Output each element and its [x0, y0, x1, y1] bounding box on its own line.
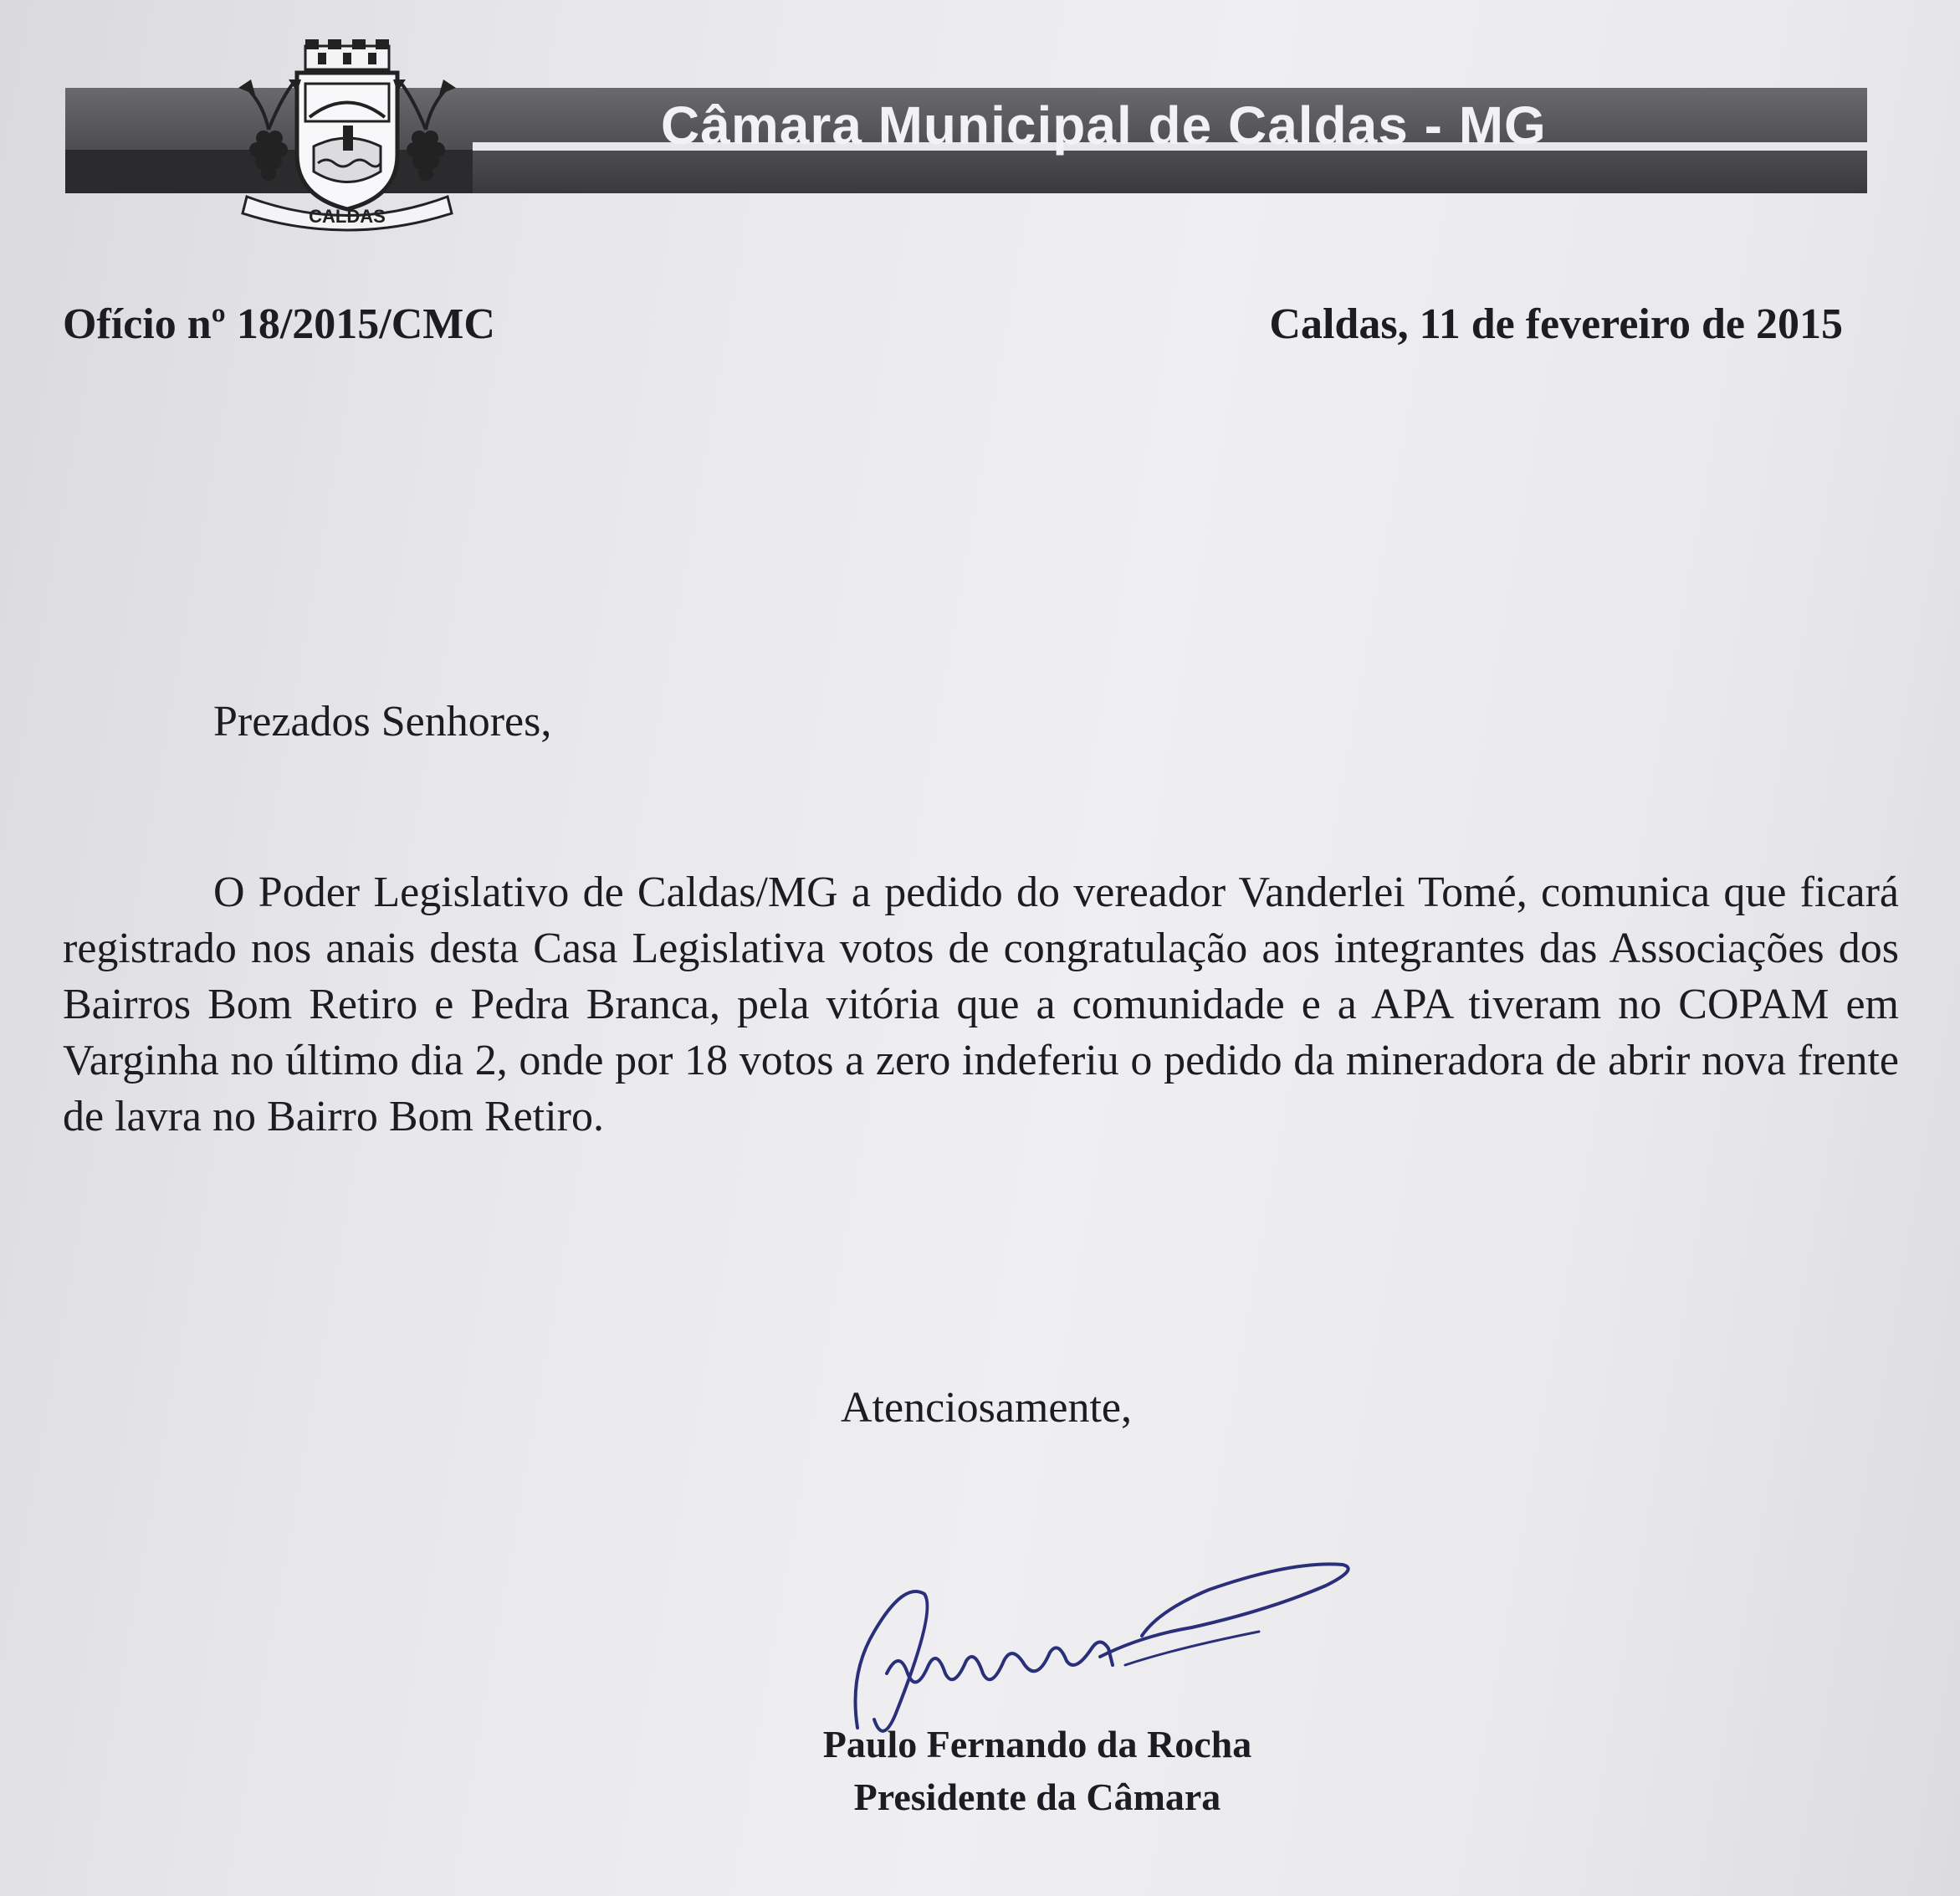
coat-of-arms-icon: [213, 38, 481, 234]
crest-label: CALDAS: [309, 206, 386, 227]
letter-body: O Poder Legislativo de Caldas/MG a pedido do vereador Vanderlei Tomé, comunica que ficará registrado nos anais desta Casa Legislativa votos de congratulação aos integrantes das Associações dos Bairros Bom Retiro e Pedra Branca, pela vitória que a comunidade e a APA tiveram no COPAM em Varginha no último dia 2, onde por 18 votos a zero indeferiu o pedido da mineradora de abrir nova frente de lavra no Bairro Bom Retiro.: [63, 869, 1899, 1140]
closing: Atenciosamente,: [841, 1384, 1132, 1432]
salutation: Prezados Senhores,: [213, 698, 552, 746]
place-date: Caldas, 11 de fevereiro de 2015: [1269, 300, 1843, 348]
document-number: Ofício nº 18/2015/CMC: [63, 300, 495, 348]
signer-role: Presidente da Câmara: [853, 1776, 1221, 1818]
signer-name: Paulo Fernando da Rocha: [822, 1723, 1252, 1765]
signature-icon: [824, 1548, 1376, 1749]
institution-title: Câmara Municipal de Caldas - MG: [661, 95, 1547, 156]
